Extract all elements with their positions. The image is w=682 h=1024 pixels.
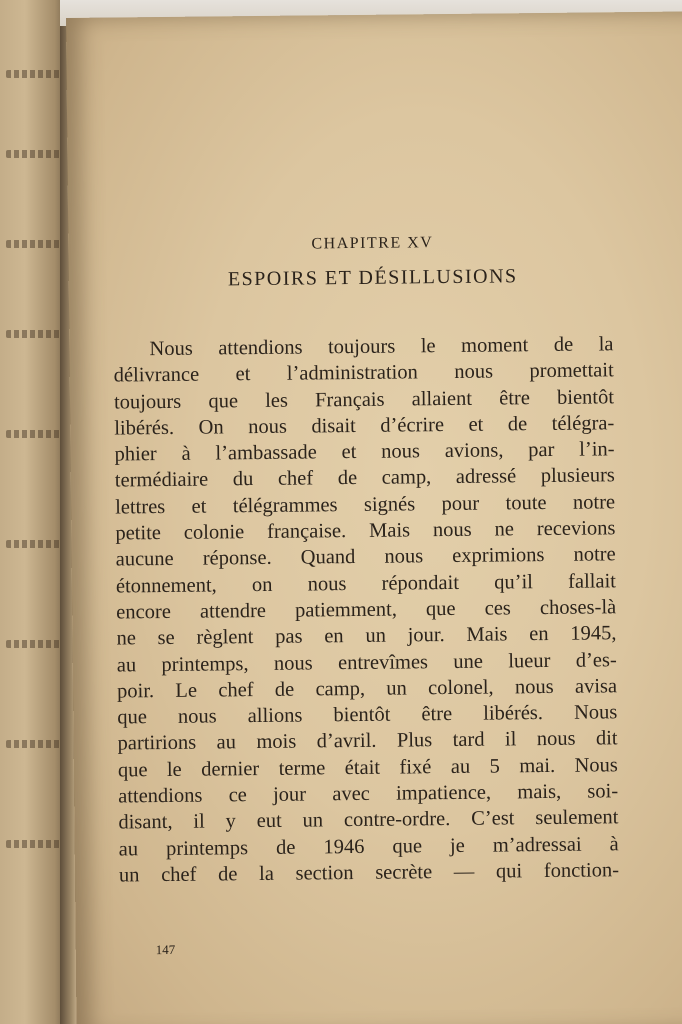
text-line: délivrance et l’administration nous promettait	[113, 359, 614, 387]
chapter-title: ESPOIRS ET DÉSILLUSIONS	[227, 265, 518, 291]
facing-page-text-trace	[6, 840, 66, 848]
facing-page-text-trace	[6, 640, 66, 648]
text-line: au printemps, nous entrevîmes une lueur d’es-	[116, 648, 617, 677]
text-line: partirions au mois d’avril. Plus tard il nous dit	[117, 727, 618, 755]
facing-page-text-trace	[6, 70, 66, 78]
chapter-heading: CHAPITRE XV	[311, 234, 434, 253]
facing-page-text-trace	[6, 430, 66, 438]
text-line: disant, il y eut un contre-ordre. C’est seulement	[118, 806, 619, 834]
body-paragraph	[113, 331, 619, 888]
text-line: au printemps de 1946 que je m’adressai à	[118, 832, 619, 861]
text-line: étonnement, on nous répondait qu’il fallait	[115, 569, 617, 598]
text-line: termédiaire du chef de camp, adressé plusieurs	[114, 464, 615, 492]
text-line: ne se règlent pas en un jour. Mais en 1945,	[116, 622, 617, 650]
facing-page-text-trace	[6, 240, 66, 248]
text-line: phier à l’ambassade et nous avions, par l’in-	[114, 438, 615, 466]
text-line: que nous allions bientôt être libérés. Nous	[117, 701, 618, 729]
text-line: attendions ce jour avec impatience, mais, soi-	[118, 780, 619, 808]
text-line: encore attendre patiemment, que ces choses-là	[116, 596, 617, 624]
text-line: que le dernier terme était fixé au 5 mai. Nous	[117, 754, 618, 782]
text-line: un chef de la section secrète — qui fonction-	[118, 859, 620, 887]
text-line: libérés. On nous disait d’écrire et de télégra-	[114, 412, 615, 440]
text-line: Nous attendions toujours le moment de la	[149, 333, 614, 361]
text-line: toujours que les Français allaient être bientôt	[113, 385, 615, 414]
page-number: 147	[155, 941, 176, 958]
facing-page-text-trace	[6, 150, 66, 158]
text-line: aucune réponse. Quand nous exprimions notre	[115, 543, 616, 571]
facing-page-text-trace	[6, 330, 66, 338]
text-line: lettres et télégrammes signés pour toute notre	[115, 491, 616, 519]
facing-page-text-trace	[6, 540, 66, 548]
text-line: poir. Le chef de camp, un colonel, nous avisa	[116, 675, 618, 703]
text-line: petite colonie française. Mais nous ne recevions	[115, 517, 616, 545]
book-page	[66, 11, 682, 1024]
facing-page-text-trace	[6, 740, 66, 748]
page-text-block	[112, 232, 619, 888]
